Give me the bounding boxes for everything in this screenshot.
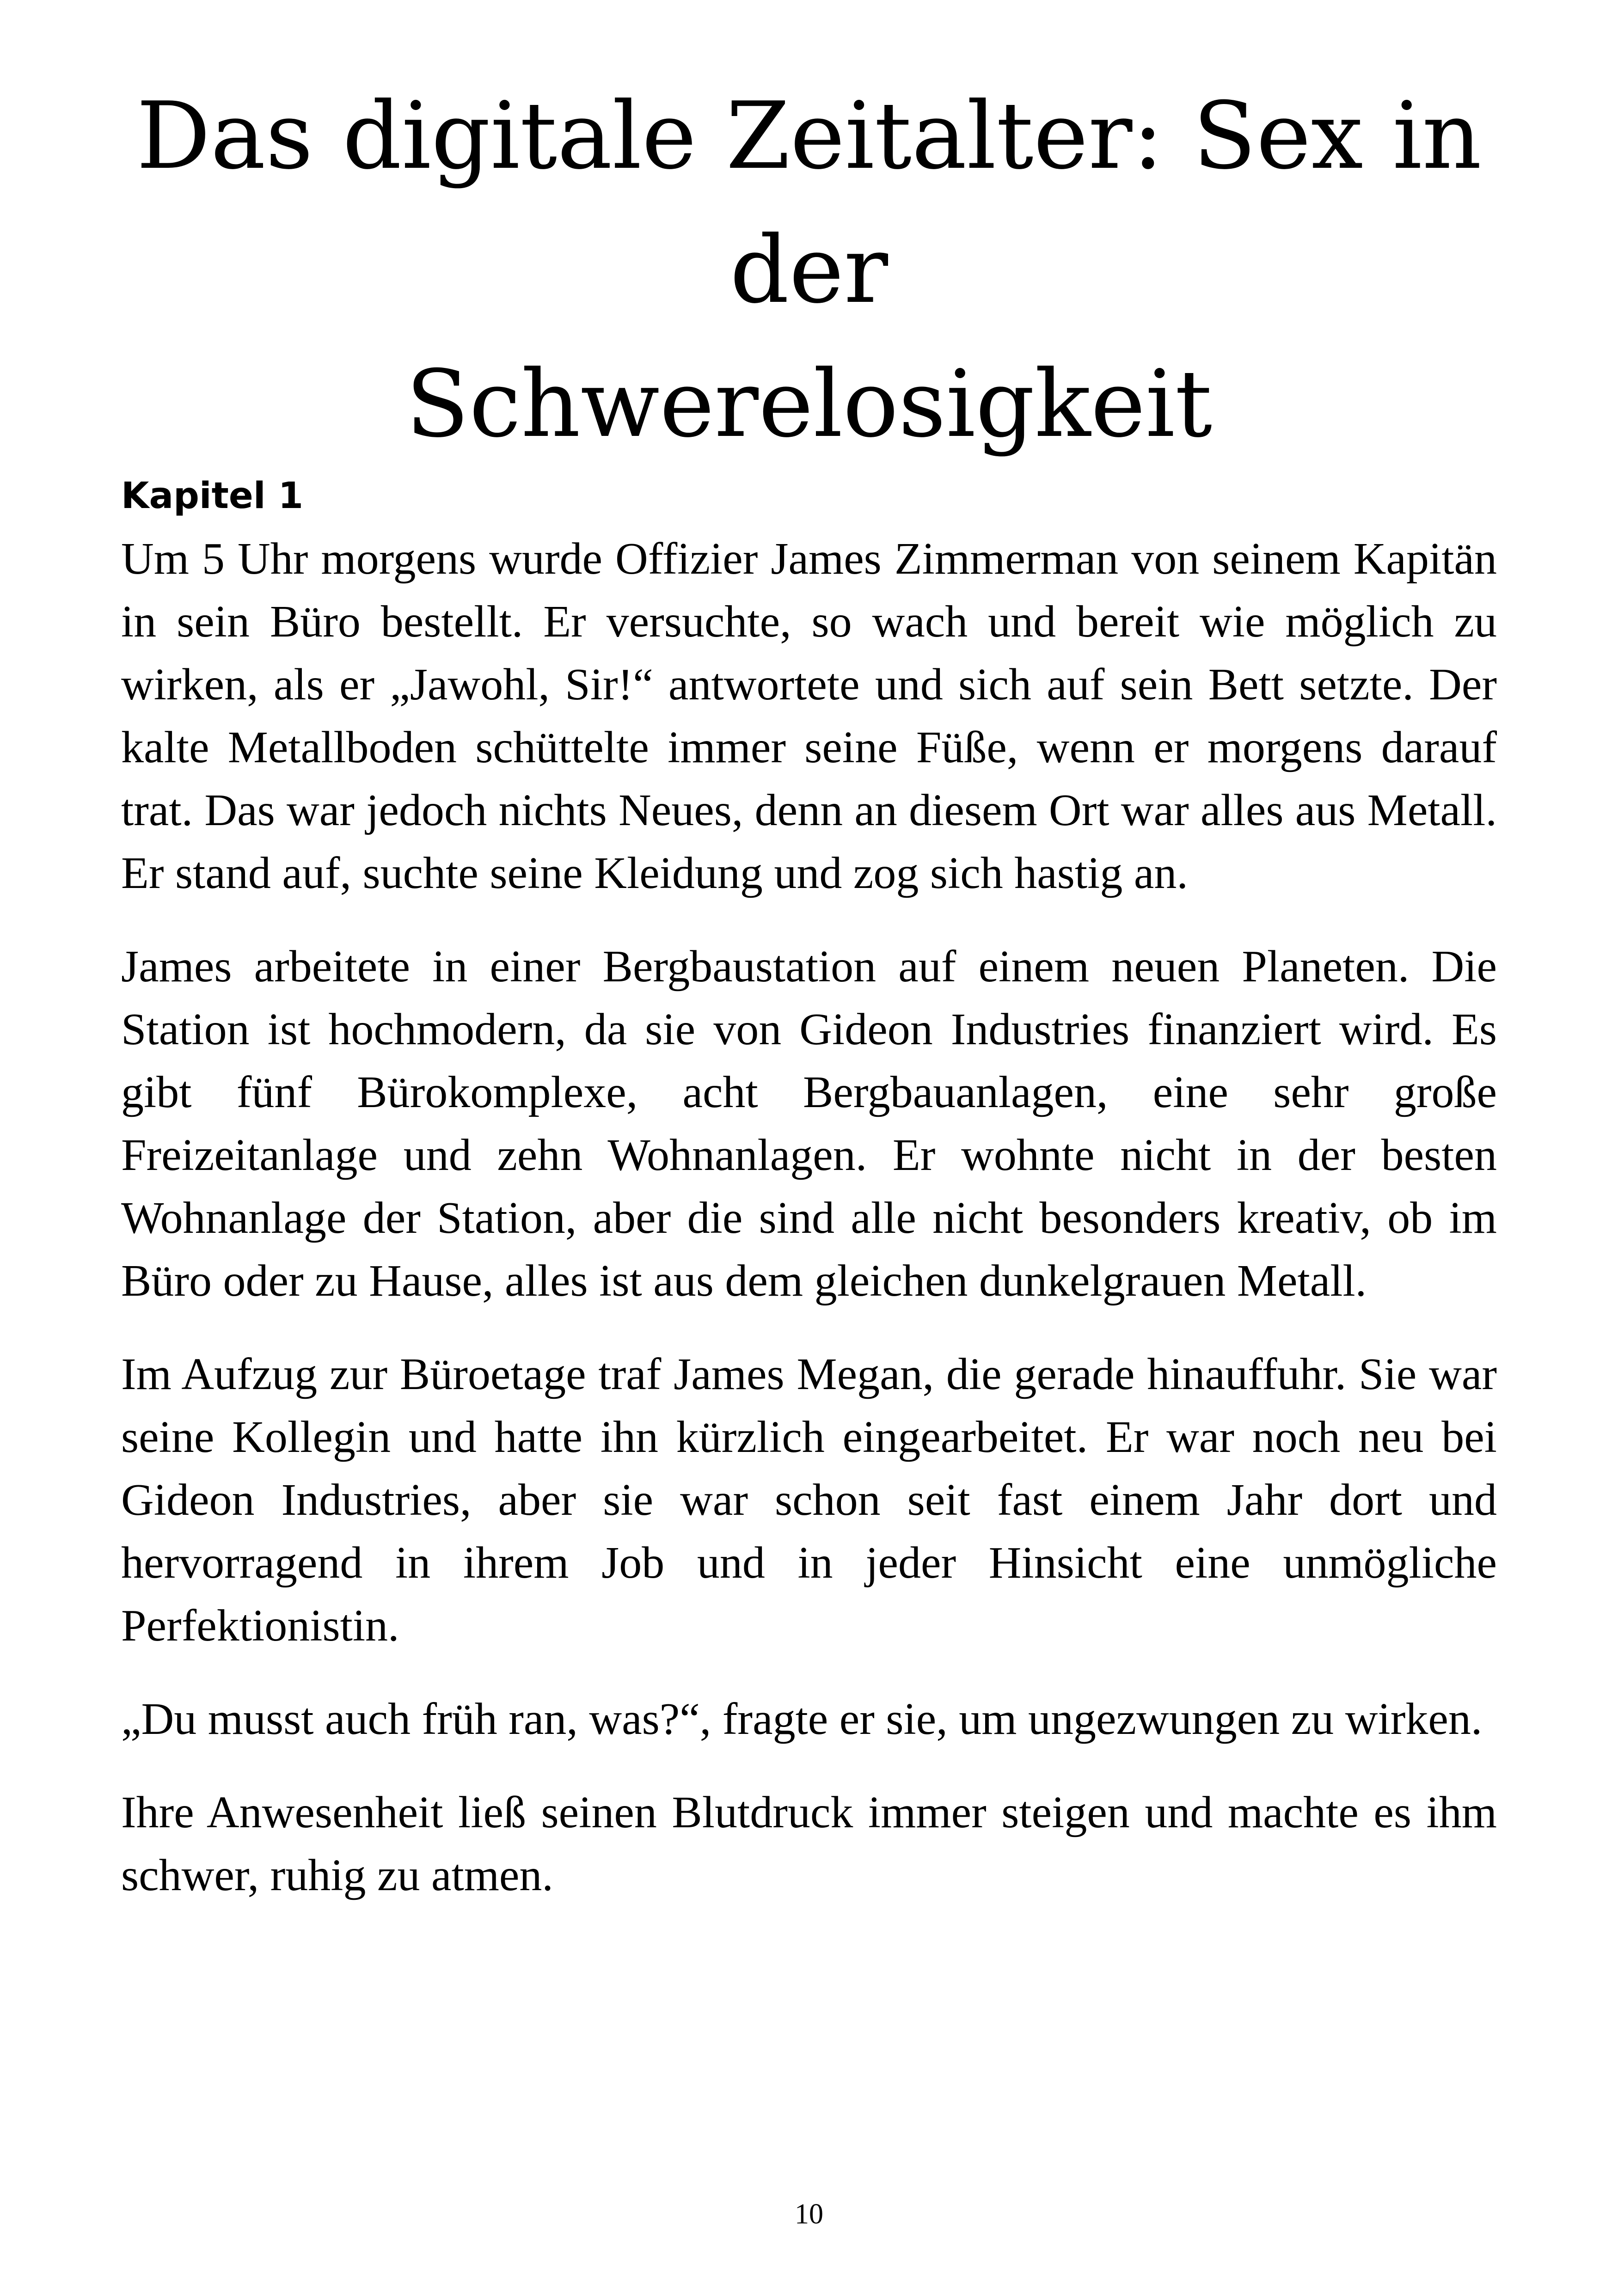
paragraph-1: Um 5 Uhr morgens wurde Offizier James Zimmerman von seinem Kapitän in sein Büro bestellt. Er versuchte, so wach und bereit wie möglich zu wirken, als er „Jawohl, Sir!“ antwortete und sich auf sein Bett setzte. Der kalte Metallboden schüttelte immer seine Füße, wenn er morgens darauf trat. Das war jedoch nichts Neues, denn an diesem Ort war alles aus Metall. Er stand auf, suchte seine Kleidung und zog sich hastig an. [121, 534, 1497, 898]
document-body [121, 465, 1497, 1937]
title-line-1: Das digitale Zeitalter: Sex in der [136, 82, 1482, 324]
document-title [121, 69, 1497, 471]
title-line-2: Schwerelosigkeit [405, 350, 1213, 458]
chapter-heading: Kapitel 1 [121, 475, 303, 517]
paragraph-3: Im Aufzug zur Büroetage traf James Megan, die gerade hinauffuhr. Sie war seine Kollegin und hatte ihn kürzlich eingearbeitet. Er war noch neu bei Gideon Industries, aber sie war schon seit fast einem Jahr dort und hervorragend in ihrem Job und in jeder Hinsicht eine unmögliche Perfektionistin. [121, 1349, 1497, 1651]
page-number: 10 [795, 2198, 823, 2230]
paragraph-4: „Du musst auch früh ran, was?“, fragte er sie, um ungezwungen zu wirken. [121, 1694, 1483, 1744]
paragraph-5: Ihre Anwesenheit ließ seinen Blutdruck immer steigen und machte es ihm schwer, ruhig zu atmen. [121, 1788, 1497, 1900]
paragraph-2: James arbeitete in einer Bergbaustation auf einem neuen Planeten. Die Station ist hochmodern, da sie von Gideon Industries finanziert wird. Es gibt fünf Bürokomplexe, acht Bergbauanlagen, eine sehr große Freizeitanlage und zehn Wohnanlagen. Er wohnte nicht in der besten Wohnanlage der Station, aber die sind alle nicht besonders kreativ, ob im Büro oder zu Hause, alles ist aus dem gleichen dunkelgrauen Metall. [121, 942, 1497, 1306]
